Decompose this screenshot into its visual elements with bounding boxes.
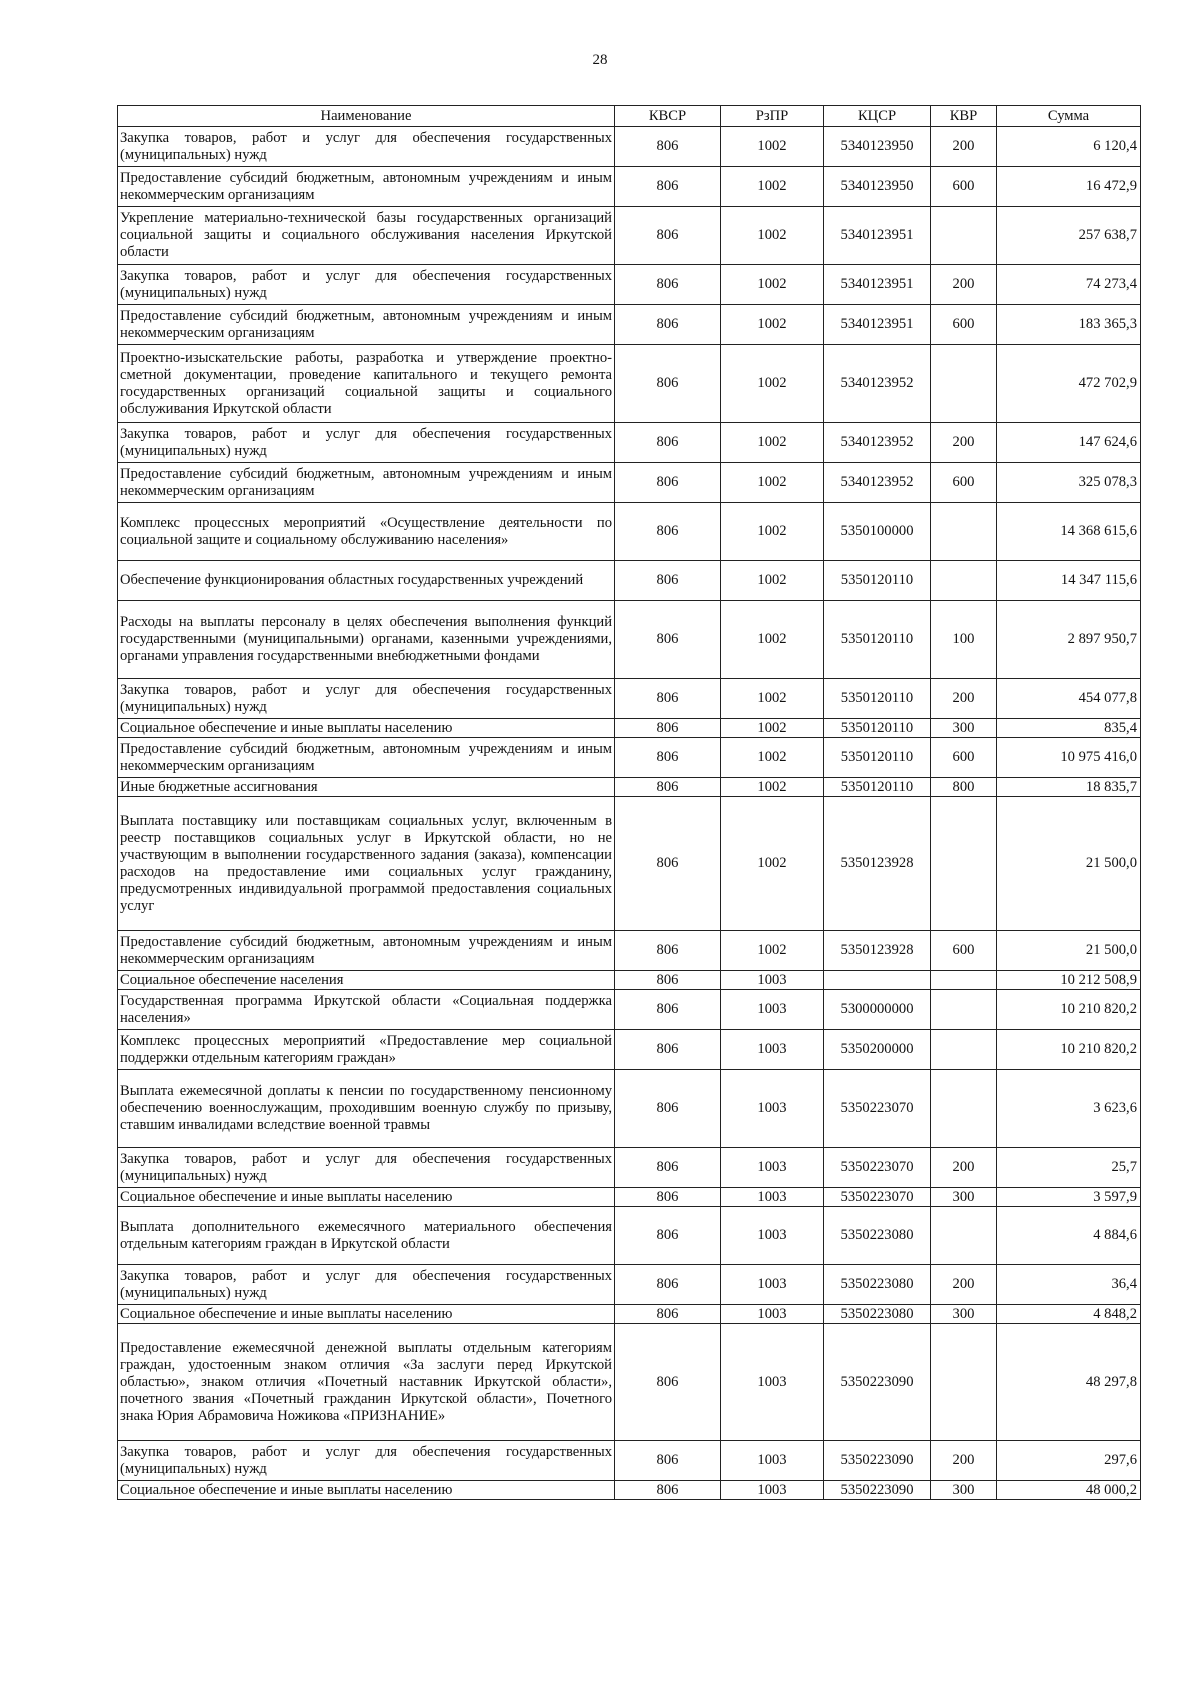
row-rzpr: 1003 bbox=[721, 1148, 824, 1188]
row-rzpr: 1002 bbox=[721, 423, 824, 463]
row-rzpr: 1002 bbox=[721, 679, 824, 719]
row-rzpr: 1002 bbox=[721, 738, 824, 778]
row-rzpr: 1002 bbox=[721, 167, 824, 207]
row-name: Закупка товаров, работ и услуг для обеспечения государственных (муниципальных) нужд bbox=[118, 423, 615, 463]
row-kcsr: 5350223090 bbox=[824, 1324, 931, 1441]
row-amount: 10 975 416,0 bbox=[997, 738, 1141, 778]
row-kvsr: 806 bbox=[615, 463, 721, 503]
row-kvr: 600 bbox=[931, 305, 997, 345]
header-kvsr: КВСР bbox=[615, 106, 721, 127]
row-kcsr: 5340123952 bbox=[824, 463, 931, 503]
table-row bbox=[118, 127, 1141, 167]
row-kvr bbox=[931, 990, 997, 1030]
row-kvsr: 806 bbox=[615, 1030, 721, 1070]
row-kcsr: 5340123951 bbox=[824, 207, 931, 265]
row-amount: 297,6 bbox=[997, 1441, 1141, 1481]
row-kvr: 300 bbox=[931, 719, 997, 738]
table-row bbox=[118, 167, 1141, 207]
row-kvsr: 806 bbox=[615, 971, 721, 990]
row-rzpr: 1003 bbox=[721, 1441, 824, 1481]
row-kvr bbox=[931, 1070, 997, 1148]
table-row bbox=[118, 1265, 1141, 1305]
table-row bbox=[118, 738, 1141, 778]
row-name: Предоставление субсидий бюджетным, автономным учреждениям и иным некоммерческим организациям bbox=[118, 167, 615, 207]
row-kvr: 200 bbox=[931, 1441, 997, 1481]
row-kvr: 600 bbox=[931, 167, 997, 207]
row-name: Закупка товаров, работ и услуг для обеспечения государственных (муниципальных) нужд bbox=[118, 265, 615, 305]
row-name: Обеспечение функционирования областных государственных учреждений bbox=[118, 561, 615, 601]
row-kcsr bbox=[824, 971, 931, 990]
table-row bbox=[118, 463, 1141, 503]
row-kvr bbox=[931, 345, 997, 423]
row-rzpr: 1002 bbox=[721, 265, 824, 305]
row-kcsr: 5350123928 bbox=[824, 931, 931, 971]
row-kcsr: 5340123950 bbox=[824, 127, 931, 167]
row-name: Социальное обеспечение и иные выплаты населению bbox=[118, 1305, 615, 1324]
row-rzpr: 1003 bbox=[721, 971, 824, 990]
table-row bbox=[118, 423, 1141, 463]
row-kcsr: 5350223070 bbox=[824, 1148, 931, 1188]
row-amount: 454 077,8 bbox=[997, 679, 1141, 719]
row-kvsr: 806 bbox=[615, 601, 721, 679]
row-amount: 10 210 820,2 bbox=[997, 1030, 1141, 1070]
row-kvr bbox=[931, 207, 997, 265]
row-kcsr: 5350123928 bbox=[824, 797, 931, 931]
row-kcsr: 5350223070 bbox=[824, 1070, 931, 1148]
table-header-row bbox=[118, 106, 1141, 127]
row-kcsr: 5340123950 bbox=[824, 167, 931, 207]
row-kvr bbox=[931, 561, 997, 601]
row-kcsr: 5340123952 bbox=[824, 423, 931, 463]
row-kvsr: 806 bbox=[615, 127, 721, 167]
row-kvsr: 806 bbox=[615, 1148, 721, 1188]
row-amount: 48 297,8 bbox=[997, 1324, 1141, 1441]
table-row bbox=[118, 971, 1141, 990]
row-kvsr: 806 bbox=[615, 167, 721, 207]
row-name: Предоставление субсидий бюджетным, автономным учреждениям и иным некоммерческим организациям bbox=[118, 463, 615, 503]
row-kvsr: 806 bbox=[615, 797, 721, 931]
row-rzpr: 1002 bbox=[721, 719, 824, 738]
row-rzpr: 1003 bbox=[721, 1324, 824, 1441]
row-rzpr: 1002 bbox=[721, 797, 824, 931]
table-row bbox=[118, 679, 1141, 719]
row-kvsr: 806 bbox=[615, 931, 721, 971]
row-kvr: 300 bbox=[931, 1305, 997, 1324]
row-kcsr: 5350120110 bbox=[824, 778, 931, 797]
row-rzpr: 1003 bbox=[721, 1188, 824, 1207]
table-row bbox=[118, 207, 1141, 265]
table-row bbox=[118, 990, 1141, 1030]
row-amount: 4 848,2 bbox=[997, 1305, 1141, 1324]
row-amount: 36,4 bbox=[997, 1265, 1141, 1305]
row-amount: 21 500,0 bbox=[997, 931, 1141, 971]
row-amount: 10 212 508,9 bbox=[997, 971, 1141, 990]
row-rzpr: 1002 bbox=[721, 463, 824, 503]
table-row bbox=[118, 601, 1141, 679]
row-kvsr: 806 bbox=[615, 265, 721, 305]
row-kvr: 200 bbox=[931, 423, 997, 463]
row-kvsr: 806 bbox=[615, 990, 721, 1030]
table-row bbox=[118, 719, 1141, 738]
row-name: Укрепление материально-технической базы государственных организаций социальной защиты и социального обслуживания населения Иркутской области bbox=[118, 207, 615, 265]
row-amount: 147 624,6 bbox=[997, 423, 1141, 463]
row-kvsr: 806 bbox=[615, 719, 721, 738]
row-kvsr: 806 bbox=[615, 1188, 721, 1207]
row-amount: 325 078,3 bbox=[997, 463, 1141, 503]
row-rzpr: 1003 bbox=[721, 1305, 824, 1324]
row-name: Предоставление субсидий бюджетным, автономным учреждениям и иным некоммерческим организациям bbox=[118, 931, 615, 971]
row-kvsr: 806 bbox=[615, 207, 721, 265]
row-name: Выплата поставщику или поставщикам социальных услуг, включенным в реестр поставщиков социальных услуг в Иркутской области, но не участвующим в выполнении государственного задания (заказа), компенсации расходов на предоставление ими социальных услуг гражданину, предусмотренных индивидуальной программой предоставления социальных услуг bbox=[118, 797, 615, 931]
row-kcsr: 5350120110 bbox=[824, 601, 931, 679]
row-name: Проектно-изыскательские работы, разработка и утверждение проектно-сметной документации, проведение капитального и текущего ремонта государственных организаций социальной защиты и социального обслуживания Иркутской области bbox=[118, 345, 615, 423]
row-kvsr: 806 bbox=[615, 1481, 721, 1500]
row-kcsr: 5350223080 bbox=[824, 1207, 931, 1265]
row-name: Предоставление субсидий бюджетным, автономным учреждениям и иным некоммерческим организациям bbox=[118, 738, 615, 778]
row-amount: 16 472,9 bbox=[997, 167, 1141, 207]
row-kvr: 200 bbox=[931, 679, 997, 719]
row-kvr: 600 bbox=[931, 931, 997, 971]
table-row bbox=[118, 1481, 1141, 1500]
row-name: Государственная программа Иркутской области «Социальная поддержка населения» bbox=[118, 990, 615, 1030]
table-row bbox=[118, 345, 1141, 423]
row-kvr bbox=[931, 1324, 997, 1441]
row-kvsr: 806 bbox=[615, 1441, 721, 1481]
row-name: Закупка товаров, работ и услуг для обеспечения государственных (муниципальных) нужд bbox=[118, 1265, 615, 1305]
header-kvr: КВР bbox=[931, 106, 997, 127]
row-name: Закупка товаров, работ и услуг для обеспечения государственных (муниципальных) нужд bbox=[118, 1441, 615, 1481]
row-kvr: 100 bbox=[931, 601, 997, 679]
row-kvr bbox=[931, 971, 997, 990]
header-name: Наименование bbox=[118, 106, 615, 127]
table-row bbox=[118, 1305, 1141, 1324]
row-amount: 21 500,0 bbox=[997, 797, 1141, 931]
row-name: Расходы на выплаты персоналу в целях обеспечения выполнения функций государственными (муниципальными) органами, казенными учреждениями, органами управления государственными внебюджетными фондами bbox=[118, 601, 615, 679]
row-kcsr: 5350120110 bbox=[824, 738, 931, 778]
row-kcsr: 5300000000 bbox=[824, 990, 931, 1030]
table-row bbox=[118, 1030, 1141, 1070]
row-name: Предоставление субсидий бюджетным, автономным учреждениям и иным некоммерческим организациям bbox=[118, 305, 615, 345]
row-amount: 14 368 615,6 bbox=[997, 503, 1141, 561]
row-kvr: 600 bbox=[931, 463, 997, 503]
row-amount: 18 835,7 bbox=[997, 778, 1141, 797]
row-kcsr: 5340123952 bbox=[824, 345, 931, 423]
table-row bbox=[118, 1324, 1141, 1441]
row-rzpr: 1002 bbox=[721, 127, 824, 167]
row-kvsr: 806 bbox=[615, 305, 721, 345]
table-row bbox=[118, 778, 1141, 797]
table-row bbox=[118, 1441, 1141, 1481]
row-amount: 2 897 950,7 bbox=[997, 601, 1141, 679]
row-kcsr: 5350223070 bbox=[824, 1188, 931, 1207]
row-kcsr: 5350100000 bbox=[824, 503, 931, 561]
row-amount: 25,7 bbox=[997, 1148, 1141, 1188]
row-name: Комплекс процессных мероприятий «Осуществление деятельности по социальной защите и социальному обслуживанию населения» bbox=[118, 503, 615, 561]
row-name: Социальное обеспечение и иные выплаты населению bbox=[118, 1481, 615, 1500]
row-amount: 3 623,6 bbox=[997, 1070, 1141, 1148]
row-amount: 6 120,4 bbox=[997, 127, 1141, 167]
header-kcsr: КЦСР bbox=[824, 106, 931, 127]
row-rzpr: 1002 bbox=[721, 601, 824, 679]
row-kvsr: 806 bbox=[615, 1305, 721, 1324]
table-row bbox=[118, 265, 1141, 305]
row-name: Предоставление ежемесячной денежной выплаты отдельным категориям граждан, удостоенным знаком отличия «За заслуги перед Иркутской областью», знаком отличия «Почетный наставник Иркутской области», почетного звания «Почетный гражданин Иркутской области», Почетного знака Юрия Абрамовича Ножикова «ПРИЗНАНИЕ» bbox=[118, 1324, 615, 1441]
row-kcsr: 5340123951 bbox=[824, 305, 931, 345]
row-kcsr: 5340123951 bbox=[824, 265, 931, 305]
table-row bbox=[118, 1188, 1141, 1207]
row-name: Закупка товаров, работ и услуг для обеспечения государственных (муниципальных) нужд bbox=[118, 1148, 615, 1188]
row-amount: 48 000,2 bbox=[997, 1481, 1141, 1500]
row-kvsr: 806 bbox=[615, 1265, 721, 1305]
row-amount: 14 347 115,6 bbox=[997, 561, 1141, 601]
table-row bbox=[118, 1207, 1141, 1265]
row-rzpr: 1002 bbox=[721, 931, 824, 971]
row-rzpr: 1003 bbox=[721, 1481, 824, 1500]
row-kvr: 200 bbox=[931, 1265, 997, 1305]
row-kcsr: 5350120110 bbox=[824, 719, 931, 738]
row-kcsr: 5350120110 bbox=[824, 561, 931, 601]
table-row bbox=[118, 305, 1141, 345]
row-kcsr: 5350223080 bbox=[824, 1305, 931, 1324]
row-kvsr: 806 bbox=[615, 1324, 721, 1441]
row-kvr: 200 bbox=[931, 265, 997, 305]
row-rzpr: 1003 bbox=[721, 1207, 824, 1265]
table-row bbox=[118, 797, 1141, 931]
row-name: Выплата дополнительного ежемесячного материального обеспечения отдельным категориям граждан в Иркутской области bbox=[118, 1207, 615, 1265]
row-rzpr: 1003 bbox=[721, 1030, 824, 1070]
row-name: Закупка товаров, работ и услуг для обеспечения государственных (муниципальных) нужд bbox=[118, 679, 615, 719]
table-row bbox=[118, 1070, 1141, 1148]
row-kvsr: 806 bbox=[615, 561, 721, 601]
row-rzpr: 1003 bbox=[721, 1265, 824, 1305]
row-kvr: 200 bbox=[931, 1148, 997, 1188]
row-name: Социальное обеспечение и иные выплаты населению bbox=[118, 719, 615, 738]
row-amount: 3 597,9 bbox=[997, 1188, 1141, 1207]
row-kcsr: 5350120110 bbox=[824, 679, 931, 719]
row-name: Закупка товаров, работ и услуг для обеспечения государственных (муниципальных) нужд bbox=[118, 127, 615, 167]
page-number: 28 bbox=[592, 52, 608, 68]
row-kcsr: 5350223090 bbox=[824, 1441, 931, 1481]
row-amount: 257 638,7 bbox=[997, 207, 1141, 265]
row-name: Социальное обеспечение населения bbox=[118, 971, 615, 990]
row-rzpr: 1002 bbox=[721, 345, 824, 423]
row-name: Иные бюджетные ассигнования bbox=[118, 778, 615, 797]
row-kvr: 600 bbox=[931, 738, 997, 778]
row-name: Социальное обеспечение и иные выплаты населению bbox=[118, 1188, 615, 1207]
row-name: Комплекс процессных мероприятий «Предоставление мер социальной поддержки отдельным категориям граждан» bbox=[118, 1030, 615, 1070]
table-body bbox=[118, 127, 1141, 1500]
row-rzpr: 1002 bbox=[721, 305, 824, 345]
row-rzpr: 1002 bbox=[721, 207, 824, 265]
row-amount: 472 702,9 bbox=[997, 345, 1141, 423]
row-kcsr: 5350200000 bbox=[824, 1030, 931, 1070]
row-kvsr: 806 bbox=[615, 778, 721, 797]
table-row bbox=[118, 503, 1141, 561]
row-kvr: 300 bbox=[931, 1481, 997, 1500]
row-rzpr: 1003 bbox=[721, 1070, 824, 1148]
row-kvsr: 806 bbox=[615, 503, 721, 561]
row-amount: 183 365,3 bbox=[997, 305, 1141, 345]
row-amount: 10 210 820,2 bbox=[997, 990, 1141, 1030]
row-amount: 4 884,6 bbox=[997, 1207, 1141, 1265]
row-kvsr: 806 bbox=[615, 423, 721, 463]
row-kvsr: 806 bbox=[615, 1207, 721, 1265]
header-rzpr: РзПР bbox=[721, 106, 824, 127]
row-kvr: 800 bbox=[931, 778, 997, 797]
row-name: Выплата ежемесячной доплаты к пенсии по государственному пенсионному обеспечению военнослужащим, проходившим военную службу по призыву, ставшим инвалидами вследствие военной травмы bbox=[118, 1070, 615, 1148]
row-amount: 74 273,4 bbox=[997, 265, 1141, 305]
table-row bbox=[118, 931, 1141, 971]
row-kvsr: 806 bbox=[615, 738, 721, 778]
row-kvr bbox=[931, 1207, 997, 1265]
row-amount: 835,4 bbox=[997, 719, 1141, 738]
row-kvr: 300 bbox=[931, 1188, 997, 1207]
row-kvr bbox=[931, 503, 997, 561]
row-kvsr: 806 bbox=[615, 679, 721, 719]
table-row bbox=[118, 561, 1141, 601]
row-kcsr: 5350223080 bbox=[824, 1265, 931, 1305]
row-rzpr: 1003 bbox=[721, 990, 824, 1030]
table-row bbox=[118, 1148, 1141, 1188]
row-kvr bbox=[931, 1030, 997, 1070]
row-kvr bbox=[931, 797, 997, 931]
row-kvr: 200 bbox=[931, 127, 997, 167]
budget-table bbox=[117, 105, 1141, 1500]
row-rzpr: 1002 bbox=[721, 503, 824, 561]
row-kvsr: 806 bbox=[615, 345, 721, 423]
row-rzpr: 1002 bbox=[721, 561, 824, 601]
row-rzpr: 1002 bbox=[721, 778, 824, 797]
row-kvsr: 806 bbox=[615, 1070, 721, 1148]
row-kcsr: 5350223090 bbox=[824, 1481, 931, 1500]
header-amount: Сумма bbox=[997, 106, 1141, 127]
